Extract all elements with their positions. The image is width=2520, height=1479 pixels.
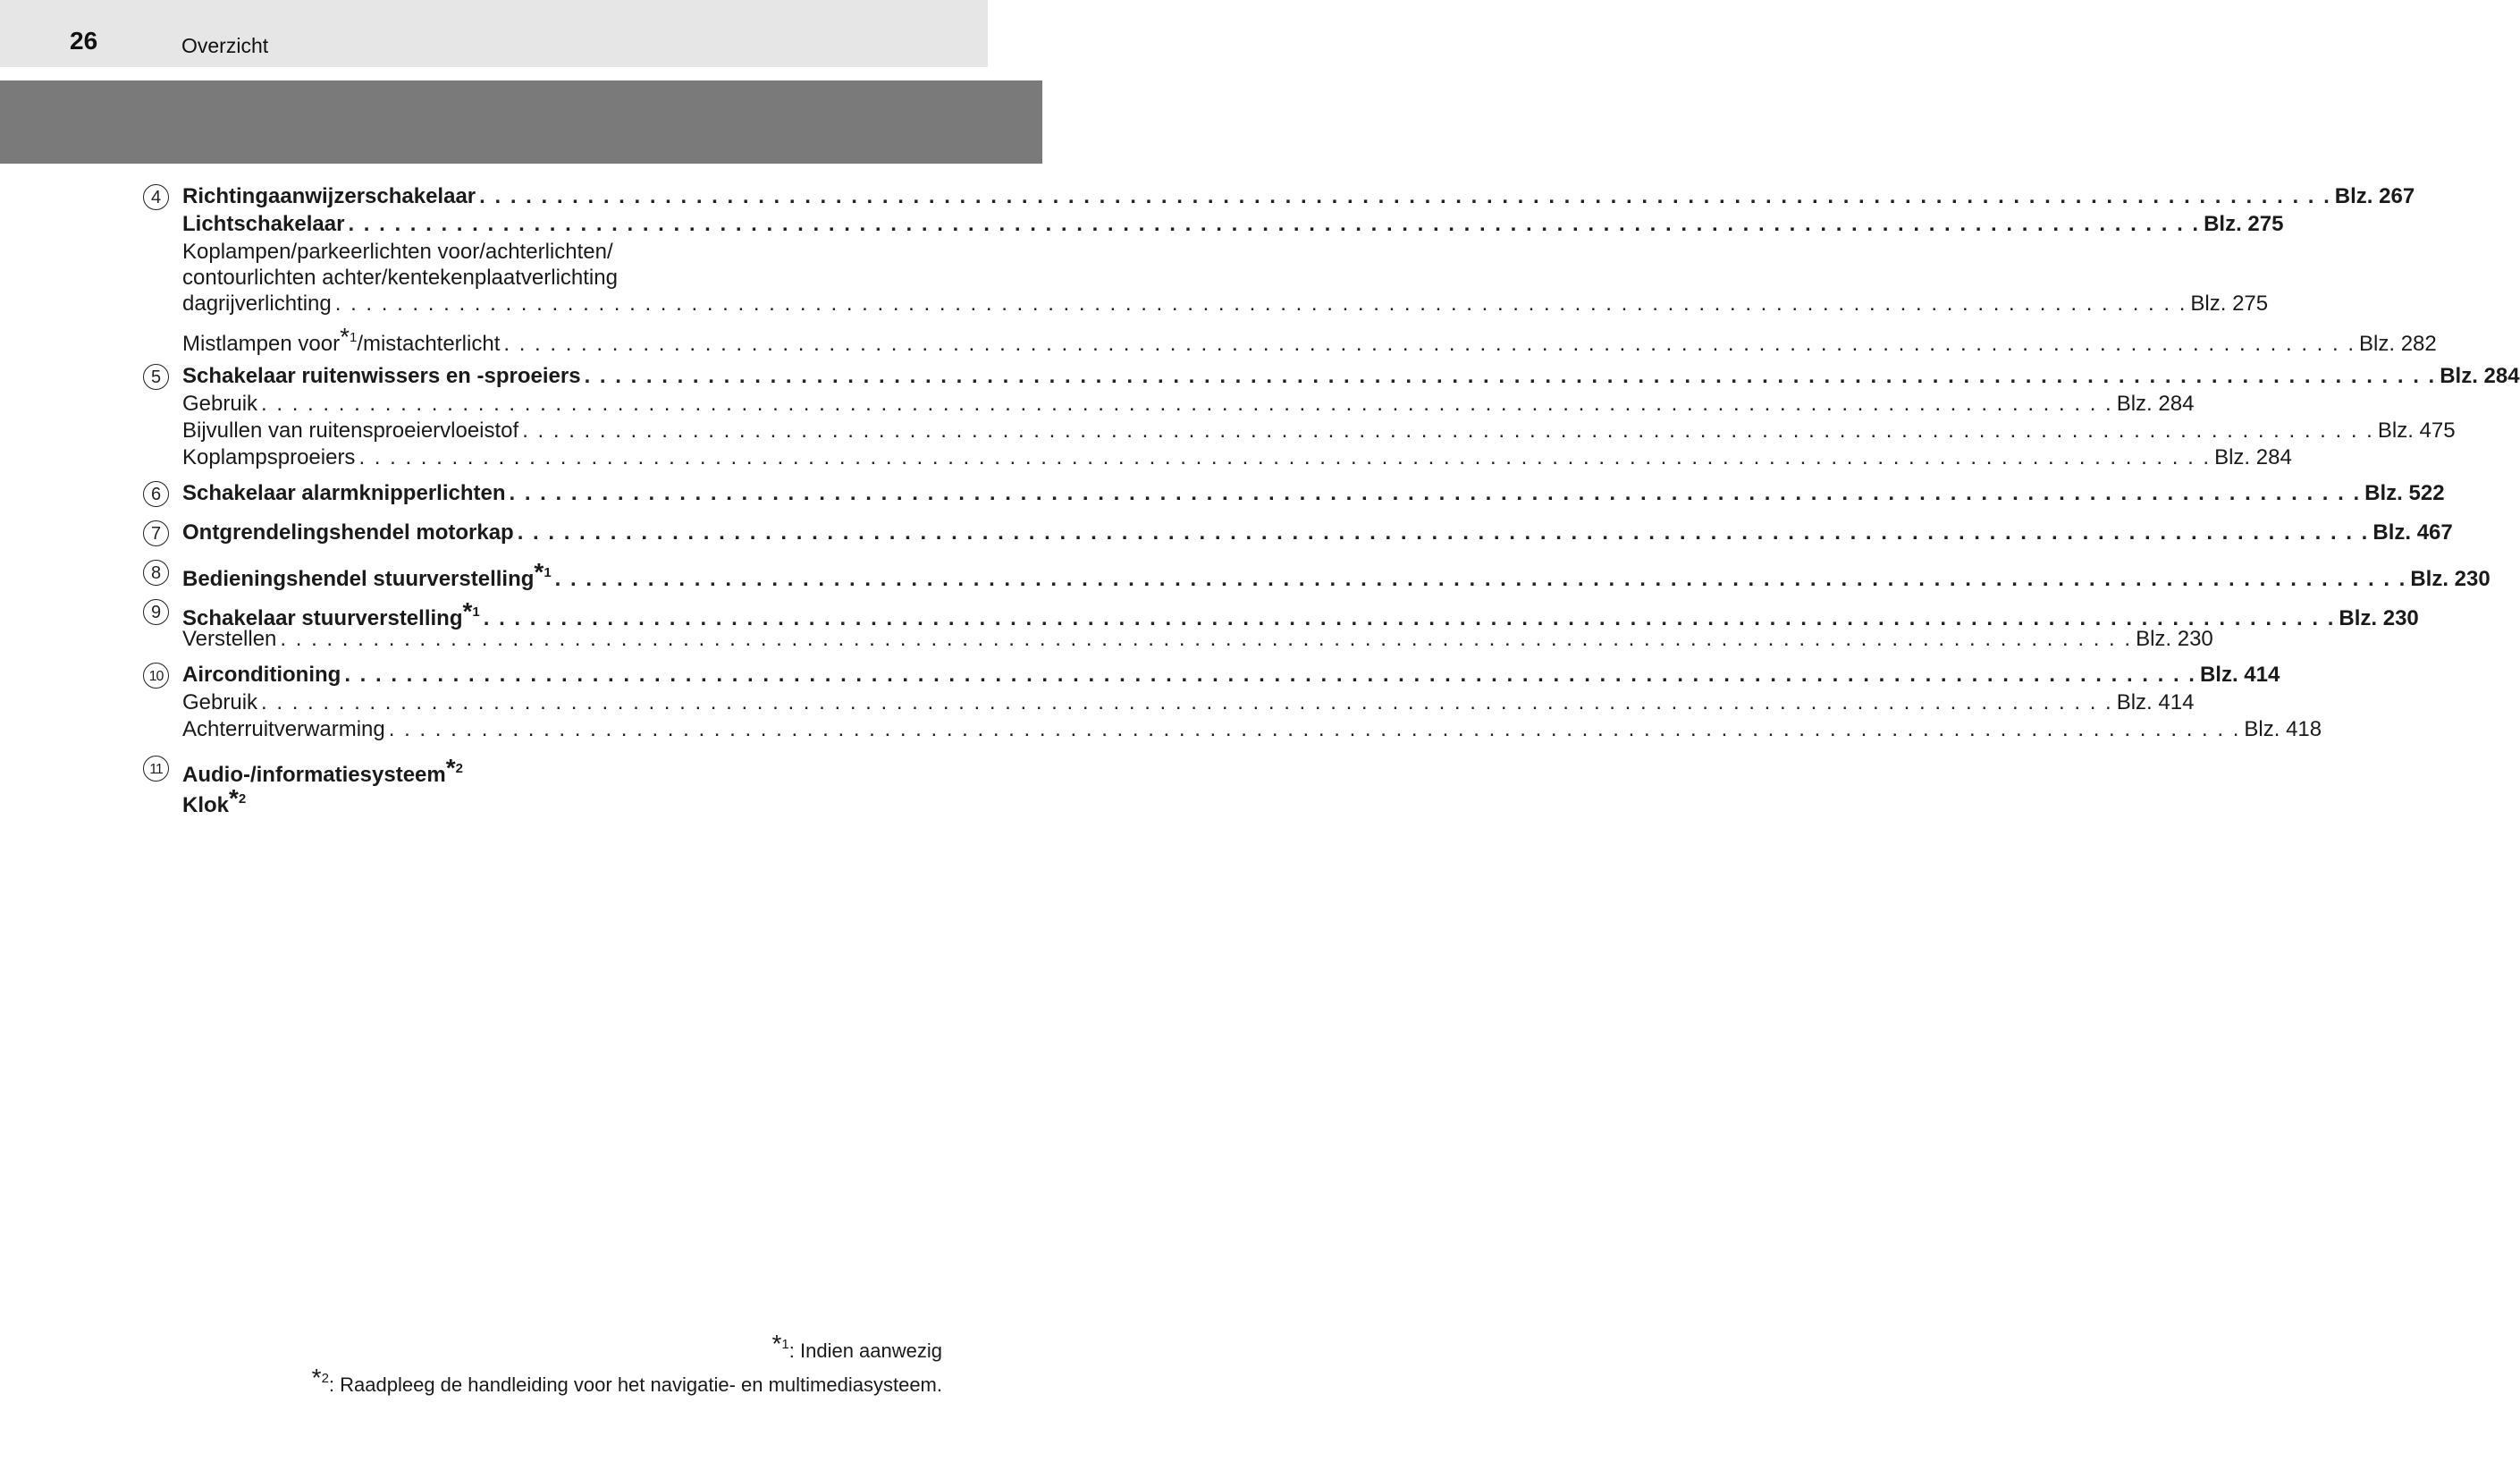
index-row [182,519,2453,546]
index-row [182,323,2437,356]
page-ref: Blz. 230 [2136,627,2213,651]
entry-number-4: 4 [143,184,169,210]
page-ref: Blz. 414 [2116,690,2195,714]
dot-leader: . . . . . . . . . . . . . . . . . . . . . . . . . . . . . . . . . . . . . . . . . . . . . . . . . . . . . . . . . . . . . . . . . . . . . . . . . . . . . . . . . . . . . . . . . . . . . . . . . . . . . . . . . . . . . . . . . . . . . . . . [503,332,2356,356]
entry-number-7: 7 [143,520,169,546]
dot-leader: . . . . . . . . . . . . . . . . . . . . . . . . . . . . . . . . . . . . . . . . . . . . . . . . . . . . . . . . . . . . . . . . . . . . . . . . . . . . . . . . . . . . . . . . . . . . . . . . . . . . . . . . . . . . . . . . . . . . . . . . [483,606,2336,630]
header-divider [0,70,988,72]
dot-leader: . . . . . . . . . . . . . . . . . . . . . . . . . . . . . . . . . . . . . . . . . . . . . . . . . . . . . . . . . . . . . . . . . . . . . . . . . . . . . . . . . . . . . . . . . . . . . . . . . . . . . . . . . . . . . . . . . . . . . . . . [554,567,2407,591]
footnote-star: * [534,558,544,586]
page-ref: Blz. 282 [2359,332,2437,356]
page-ref: Blz. 284 [2116,392,2195,416]
dot-leader: . . . . . . . . . . . . . . . . . . . . . . . . . . . . . . . . . . . . . . . . . . . . . . . . . . . . . . . . . . . . . . . . . . . . . . . . . . . . . . . . . . . . . . . . . . . . . . . . . . . . . . . . . . . . . . . . . . . . . . . . [261,690,2113,714]
page-ref: Blz. 284 [2214,445,2292,469]
dot-leader: . . . . . . . . . . . . . . . . . . . . . . . . . . . . . . . . . . . . . . . . . . . . . . . . . . . . . . . . . . . . . . . . . . . . . . . . . . . . . . . . . . . . . . . . . . . . . . . . . . . . . . . . . . . . . . . . . . . . . . . . [280,627,2133,651]
footnote-number: 2 [321,1371,329,1386]
dot-leader: . . . . . . . . . . . . . . . . . . . . . . . . . . . . . . . . . . . . . . . . . . . . . . . . . . . . . . . . . . . . . . . . . . . . . . . . . . . . . . . . . . . . . . . . . . . . . . . . . . . . . . . . . . . . . . . . . . . . . . . . [509,481,2362,505]
footnote-number: 1 [781,1337,789,1352]
footnote-star: * [462,597,473,625]
entry-4 [143,182,2437,356]
label-part: Klok [182,793,230,817]
entry-label: Lichtschakelaar [182,212,345,236]
footnote-star: * [445,754,456,782]
footnote-star: * [229,784,239,812]
index-row [182,362,2520,390]
dot-leader: . . . . . . . . . . . . . . . . . . . . . . . . . . . . . . . . . . . . . . . . . . . . . . . . . . . . . . . . . . . . . . . . . . . . . . . . . . . . . . . . . . . . . . . . . . . . . . . . . . . . . . . . . . . . . . . . . . . . . . . . [334,292,2187,316]
entry-label [182,784,246,819]
page-ref: Blz. 414 [2199,663,2280,687]
index-row [182,210,2284,238]
entry-label: Koplampsproeiers [182,445,356,469]
page-ref: Blz. 284 [2440,364,2520,388]
entry-label: Achterruitverwarming [182,717,385,741]
index-row [182,390,2195,418]
entry-5 [143,362,2520,471]
entry-number-10: 10 [143,663,169,689]
entry-label: dagrijverlichting [182,292,332,316]
entry-8 [143,558,2491,591]
entry-number-6: 6 [143,481,169,507]
sub-text: contourlichten achter/kentekenplaatverlichting [182,266,618,290]
label-part: Mistlampen voor [182,332,341,356]
entry-number-5: 5 [143,364,169,390]
index-row [182,597,2419,630]
footnote-number: 1 [544,565,552,580]
page-ref: Blz. 267 [2334,184,2415,208]
section-banner [0,80,1042,164]
label-part: Schakelaar stuurverstelling [182,606,463,630]
page-ref: Blz. 418 [2244,717,2322,741]
entry-label [182,323,500,358]
label-part: Audio-/informatiesysteem [182,763,446,787]
label-part: /mistachterlicht [357,332,501,356]
index-row [182,479,2445,507]
index-row [182,444,2292,471]
footnote-star: * [340,323,350,351]
footnote-star: * [311,1364,322,1391]
footnote-star: * [771,1330,782,1357]
page-ref: Blz. 522 [2364,481,2445,505]
entry-label: Airconditioning [182,663,341,687]
entry-label: Richtingaanwijzerschakelaar [182,184,476,208]
footnote-text: : Indien aanwezig [788,1340,942,1362]
entry-label: Ontgrendelingshendel motorkap [182,520,514,545]
page-ref: Blz. 275 [2190,292,2269,316]
header-band [0,0,988,67]
dot-leader: . . . . . . . . . . . . . . . . . . . . . . . . . . . . . . . . . . . . . . . . . . . . . . . . . . . . . . . . . . . . . . . . . . . . . . . . . . . . . . . . . . . . . . . . . . . . . . . . . . . . . . . . . . . . . . . . . . . . . . . . [344,663,2196,687]
entry-label: Bijvullen van ruitensproeiervloeistof [182,418,519,443]
entry-number-11: 11 [143,756,169,782]
page-ref: Blz. 275 [2204,212,2284,236]
page-ref: Blz. 230 [2339,606,2419,630]
dot-leader: . . . . . . . . . . . . . . . . . . . . . . . . . . . . . . . . . . . . . . . . . . . . . . . . . . . . . . . . . . . . . . . . . . . . . . . . . . . . . . . . . . . . . . . . . . . . . . . . . . . . . . . . . . . . . . . . . . . . . . . . [522,418,2374,443]
entry-label: Verstellen [182,627,277,651]
dot-leader: . . . . . . . . . . . . . . . . . . . . . . . . . . . . . . . . . . . . . . . . . . . . . . . . . . . . . . . . . . . . . . . . . . . . . . . . . . . . . . . . . . . . . . . . . . . . . . . . . . . . . . . . . . . . . . . . . . . . . . . . [517,520,2370,545]
footnote-number: 1 [349,330,358,345]
entry-11 [143,754,898,817]
index-row [182,715,2322,743]
sub-text: Koplampen/parkeerlichten voor/achterlichten/ [182,240,613,264]
entry-label: Schakelaar ruitenwissers en -sproeiers [182,364,581,388]
entry-6 [143,479,2445,507]
entry-number-8: 8 [143,560,169,586]
index-row [182,661,2280,689]
dot-leader: . . . . . . . . . . . . . . . . . . . . . . . . . . . . . . . . . . . . . . . . . . . . . . . . . . . . . . . . . . . . . . . . . . . . . . . . . . . . . . . . . . . . . . . . . . . . . . . . . . . . . . . . . . . . . . . . . . . . . . . . [358,445,2212,469]
footnote-number: 1 [472,604,480,620]
dot-leader: . . . . . . . . . . . . . . . . . . . . . . . . . . . . . . . . . . . . . . . . . . . . . . . . . . . . . . . . . . . . . . . . . . . . . . . . . . . . . . . . . . . . . . . . . . . . . . . . . . . . . . . . . . . . . . . . . . . . . . . . [348,212,2201,236]
footnote-number: 2 [238,791,247,807]
entry-label [182,558,552,593]
footnote-2 [312,1365,942,1399]
dot-leader: . . . . . . . . . . . . . . . . . . . . . . . . . . . . . . . . . . . . . . . . . . . . . . . . . . . . . . . . . . . . . . . . . . . . . . . . . . . . . . . . . . . . . . . . . . . . . . . . . . . . . . . . . . . . . . . . . . . . . . . . [388,717,2241,741]
index-row [182,417,2456,444]
entry-label: Gebruik [182,690,258,714]
index-row [182,689,2195,716]
index-list [143,182,2520,817]
page-number: 26 [70,27,98,55]
dot-leader: . . . . . . . . . . . . . . . . . . . . . . . . . . . . . . . . . . . . . . . . . . . . . . . . . . . . . . . . . . . . . . . . . . . . . . . . . . . . . . . . . . . . . . . . . . . . . . . . . . . . . . . . . . . . . . . . . . . . . . . . [261,392,2113,416]
entry-number-9: 9 [143,599,169,625]
entry-label: Gebruik [182,392,258,416]
entry-label: Schakelaar alarmknipperlichten [182,481,506,505]
page-ref: Blz. 230 [2410,567,2491,591]
page-ref: Blz. 467 [2373,520,2453,545]
index-row [182,558,2491,591]
entry-7 [143,519,2453,546]
dot-leader: . . . . . . . . . . . . . . . . . . . . . . . . . . . . . . . . . . . . . . . . . . . . . . . . . . . . . . . . . . . . . . . . . . . . . . . . . . . . . . . . . . . . . . . . . . . . . . . . . . . . . . . . . . . . . . . . . . . . . . . . [584,364,2437,388]
index-row [182,784,898,817]
index-row [182,625,2213,653]
index-row [182,290,2269,317]
entry-9 [143,597,2419,653]
footnote-number: 2 [455,761,463,776]
dot-leader: . . . . . . . . . . . . . . . . . . . . . . . . . . . . . . . . . . . . . . . . . . . . . . . . . . . . . . . . . . . . . . . . . . . . . . . . . . . . . . . . . . . . . . . . . . . . . . . . . . . . . . . . . . . . . . . . . . . . . . . . [479,184,2331,208]
footnotes [312,1331,942,1399]
entry-10 [143,661,2322,743]
footnote-1 [312,1331,942,1365]
page-ref: Blz. 475 [2377,418,2456,443]
section-title: Overzicht [181,34,269,57]
label-part: Bedieningshendel stuurverstelling [182,567,535,591]
index-row [182,754,898,787]
footnote-text: : Raadpleeg de handleiding voor het navigatie- en multimediasysteem. [328,1373,942,1396]
index-row [182,182,2415,210]
